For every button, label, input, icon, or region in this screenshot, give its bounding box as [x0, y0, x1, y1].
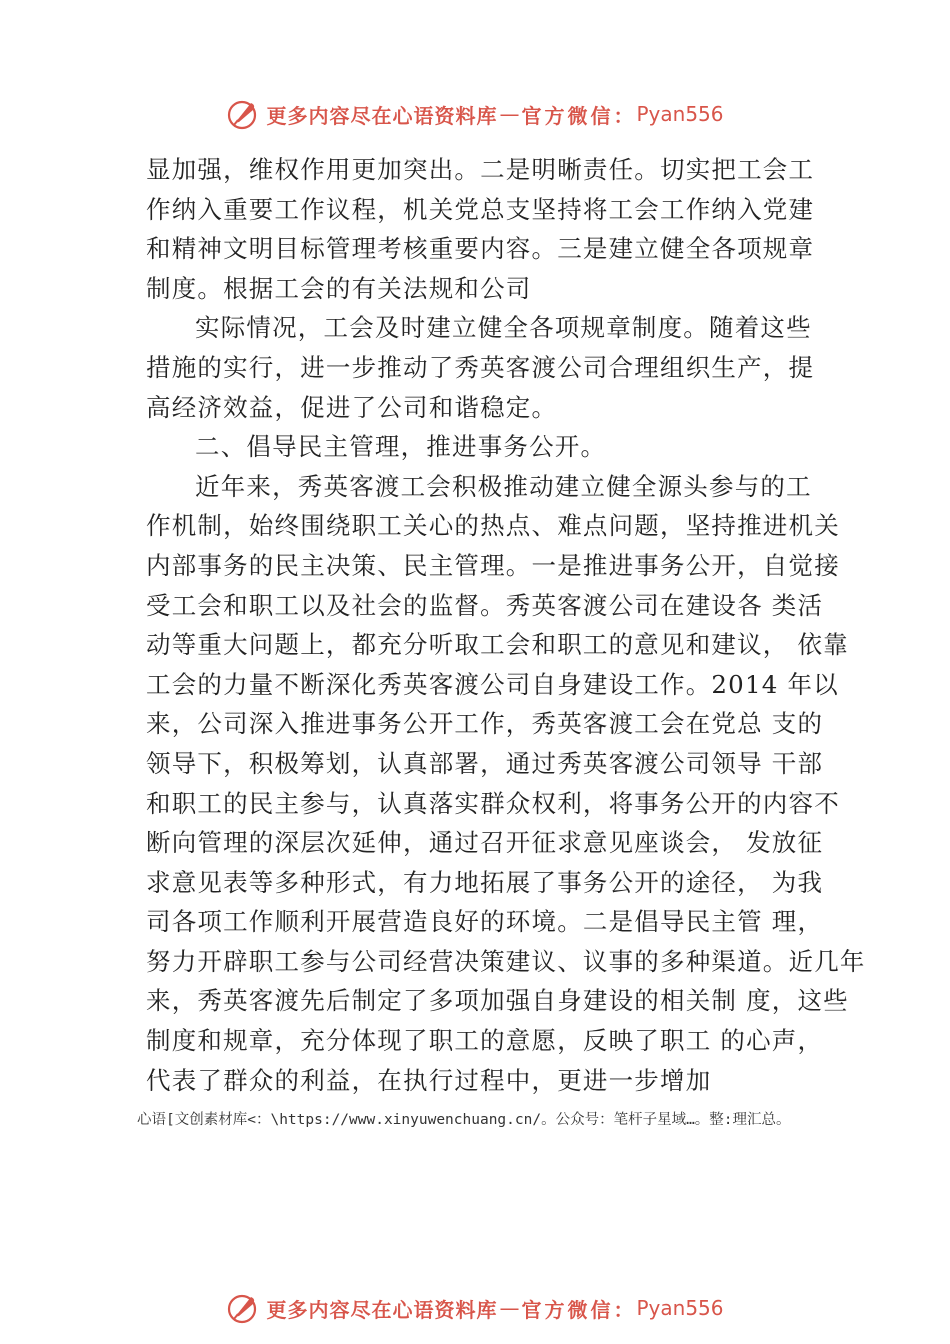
document-body [146, 150, 866, 1100]
text-line: 显加强，维权作用更加突出。二是明晰责任。切实把工会工 [146, 155, 815, 184]
banner-title: 更多内容尽在心语资料库 [266, 103, 498, 128]
source-note: 心语[文创素材库<：\https://www.xinyuwenchuang.cn/。公众号：笔杆子星域…。整:理汇总。 [137, 1112, 791, 1128]
banner-dash: — [499, 102, 520, 126]
text-line: 作纳入重要工作议程，机关党总支坚持将工会工作纳入党建 [146, 194, 815, 224]
text-line: 代表了群众的利益，在执行过程中，更进一步增加 [146, 1065, 712, 1095]
banner-dash: — [499, 1296, 520, 1320]
text-line: 制度。根据工会的有关法规和公司 [146, 273, 532, 303]
text-line: 内部事务的民主决策、民主管理。一是推进事务公开，自觉接 [146, 550, 840, 580]
text-line: 作机制，始终围绕职工关心的热点、难点问题，坚持推进机关 [146, 511, 840, 541]
text-line: 受工会和职工以及社会的监督。秀英客渡公司在建设各 类活 [146, 590, 824, 620]
text-line: 断向管理的深层次延伸，通过召开征求意见座谈会， 发放征 [146, 828, 824, 858]
banner-official-label: 官方微信： [521, 103, 637, 128]
banner-official-label: 官方微信： [521, 1297, 637, 1322]
footer-banner [0, 1288, 950, 1328]
text-line: 措施的实行，进一步推动了秀英客渡公司合理组织生产，提 [146, 352, 815, 382]
feather-pen-seal-icon [226, 1291, 260, 1325]
text-line: 努力开辟职工参与公司经营决策建议、议事的多种渠道。近几年 [146, 946, 866, 976]
banner-wechat-id: Pyan556 [636, 1296, 724, 1320]
text-line: 来，公司深入推进事务公开工作，秀英客渡工会在党总 支的 [146, 709, 824, 739]
text-line: 和职工的民主参与，认真落实群众权利，将事务公开的内容不 [146, 788, 840, 818]
text-line: 高经济效益，促进了公司和谐稳定。 [146, 392, 558, 422]
header-banner [0, 94, 950, 134]
text-line: 和精神文明目标管理考核重要内容。三是建立健全各项规章 [146, 234, 815, 264]
text-line: 实际情况，工会及时建立健全各项规章制度。随着这些 [195, 313, 812, 343]
text-line: 领导下，积极筹划，认真部署，通过秀英客渡公司领导 干部 [146, 748, 824, 778]
text-line: 工会的力量不断深化秀英客渡公司自身建设工作。2014 年以 [146, 669, 839, 699]
text-line: 司各项工作顺利开展营造良好的环境。二是倡导民主管 理， [146, 907, 824, 937]
text-line: 来，秀英客渡先后制定了多项加强自身建设的相关制 度，这些 [146, 986, 849, 1016]
banner-wechat-id: Pyan556 [636, 102, 724, 126]
feather-pen-seal-icon [226, 97, 260, 131]
text-line: 求意见表等多种形式，有力地拓展了事务公开的途径， 为我 [146, 867, 824, 897]
text-line: 近年来，秀英客渡工会积极推动建立健全源头参与的工 [195, 471, 812, 501]
text-line: 动等重大问题上，都充分听取工会和职工的意见和建议， 依靠 [146, 630, 849, 660]
banner-title: 更多内容尽在心语资料库 [266, 1297, 498, 1322]
text-line: 制度和规章，充分体现了职工的意愿，反映了职工 的心声， [146, 1026, 824, 1056]
section-heading: 二、倡导民主管理，推进事务公开。 [195, 432, 607, 462]
